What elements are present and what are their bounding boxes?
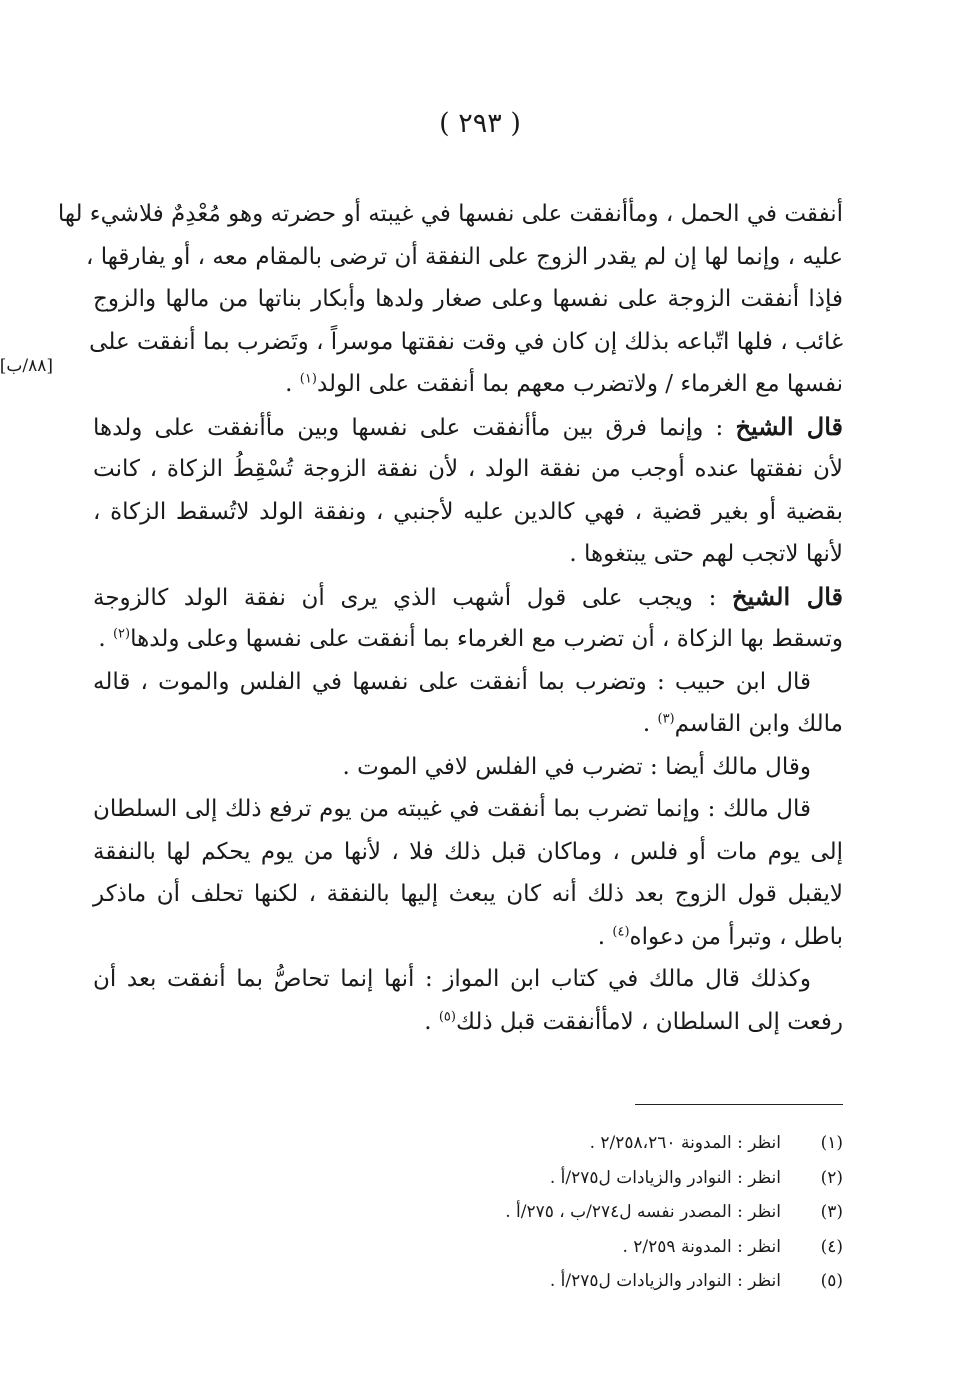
footnote — [93, 1126, 843, 1161]
page-number: ( ٢٩٣ ) — [439, 108, 521, 139]
text-line — [93, 916, 843, 959]
line-text: غائب ، فلها اتّباعه بذلك إن كان في وقت نفقتها موسراً ، وتَضرب بما أنفقت على — [89, 328, 843, 355]
paragraph — [93, 406, 843, 576]
line-tail: . — [424, 1008, 439, 1035]
text-line — [93, 533, 843, 576]
footnote-number: (٢) — [820, 1167, 843, 1188]
line-text: قال ابن حبيب : وتضرب بما أنفقت على نفسها في الفلس والموت ، قاله — [93, 668, 811, 695]
line-text: إلى يوم مات أو فلس ، وماكان قبل ذلك فلا ، لأنها من يوم يحكم لها بالنفقة — [93, 838, 843, 865]
text-line — [93, 491, 843, 534]
footnote — [93, 1230, 843, 1265]
footnote — [93, 1161, 843, 1196]
text-line — [93, 406, 843, 449]
line-text: أنفقت في الحمل ، ومأأنفقت على نفسها في غيبته أو حضرته وهو مُعْدِمٌ فلاشيء لها — [57, 201, 843, 227]
text-line — [93, 1001, 843, 1044]
line-text: : ويجب على قول أشهب الذي يرى أن نفقة الولد كالزوجة — [93, 584, 732, 611]
line-text: باطل ، وتبرأ من دعواه — [629, 923, 843, 950]
text-line — [93, 278, 843, 321]
line-tail: . — [98, 626, 113, 652]
line-text: مالك وابن القاسم — [674, 711, 843, 737]
line-text: وتسقط بها الزكاة ، أن تضرب مع الغرماء بما أنفقت على نفسها وعلى ولدها — [130, 626, 843, 652]
footnotes — [93, 1126, 843, 1299]
footnote-text: انظر : المصدر نفسه ل٢٧٤/ب ، ٢٧٥/أ . — [505, 1202, 781, 1222]
line-text: فإذا أنفقت الزوجة على نفسها وعلى صغار ولدها وأبكار بناتها من مالها والزوج — [93, 286, 843, 312]
line-tail: . — [597, 923, 613, 950]
line-tail: . — [285, 371, 300, 397]
paragraph — [93, 788, 843, 958]
speaker-heading: قال الشيخ — [735, 411, 843, 441]
line-text: قال مالك : وإنما تضرب بما أنفقت في غيبته من يوم ترفع ذلك إلى السلطان — [93, 796, 811, 822]
speaker-heading: قال الشيخ — [731, 581, 843, 611]
text-line — [93, 746, 843, 789]
paragraph — [57, 193, 843, 406]
footnote-ref: (١) — [299, 371, 317, 387]
text-line — [89, 321, 843, 364]
footnote-number: (٤) — [820, 1236, 843, 1257]
text-line — [93, 448, 843, 491]
line-text: رفعت إلى السلطان ، لامأأنفقت قبل ذلك — [455, 1008, 843, 1035]
text-line — [93, 661, 843, 704]
line-text: وكذلك قال مالك في كتاب ابن المواز : أنها إنما تحاصُّ بما أنفقت بعد أن — [93, 966, 811, 992]
text-line — [93, 576, 843, 619]
footnote-text: انظر : النوادر والزيادات ل٢٧٥/أ . — [549, 1167, 781, 1188]
text-line — [93, 788, 843, 831]
line-text: وقال مالك أيضا : تضرب في الفلس لافي الموت . — [342, 753, 811, 780]
paragraph — [93, 661, 843, 746]
line-text: : وإنما فرق بين مأأنفقت على نفسها وبين مأأنفقت على ولدها — [93, 414, 736, 441]
line-text: لأن نفقتها عنده أوجب من نفقة الولد ، لأن نفقة الزوجة تُسْقِطُ الزكاة ، كانت — [93, 456, 843, 482]
footnote-text: انظر : المدونة ٢/٢٥٩ . — [622, 1236, 781, 1257]
line-text: عليه ، وإنما لها إن لم يقدر الزوج على النفقة أن ترضى بالمقام معه ، أو يفارقها ، — [86, 243, 843, 270]
footnote-separator — [635, 1104, 843, 1105]
text-line — [86, 236, 843, 279]
footnote-ref: (٥) — [438, 1008, 456, 1024]
text-line — [93, 363, 843, 406]
footnote-ref: (٤) — [612, 923, 630, 939]
footnote-text: انظر : النوادر والزيادات ل٢٧٥/أ . — [549, 1271, 781, 1291]
footnote-ref: (٢) — [112, 626, 131, 642]
text-line — [57, 193, 843, 236]
margin-folio-note: [٨٨/ب] — [0, 356, 53, 376]
line-text: بقضية أو بغير قضية ، فهي كالدين عليه لأجنبي ، ونفقة الولد لاتُسقط الزكاة ، — [93, 498, 843, 525]
line-text: لايقبل قول الزوج بعد ذلك أنه كان يبعث إليها بالنفقة ، لكنها تحلف أن ماذكر — [93, 881, 843, 907]
line-tail: . — [642, 711, 658, 737]
text-line — [93, 703, 843, 746]
line-text: لأنها لاتجب لهم حتى يبتغوها . — [569, 541, 843, 567]
footnote-number: (٥) — [820, 1271, 843, 1291]
footnote — [93, 1195, 843, 1230]
text-line — [93, 873, 843, 916]
footnote-number: (١) — [820, 1133, 843, 1153]
footnote — [93, 1264, 843, 1299]
paragraph — [93, 576, 843, 661]
paragraph — [93, 746, 843, 789]
main-text — [57, 193, 843, 1043]
text-line — [93, 831, 843, 874]
line-text: نفسها مع الغرماء / ولاتضرب معهم بما أنفقت على الولد — [316, 371, 843, 397]
text-line — [93, 958, 843, 1001]
paragraph — [93, 958, 843, 1043]
footnote-number: (٣) — [820, 1202, 843, 1222]
text-line — [93, 618, 843, 661]
footnote-text: انظر : المدونة ٢/٢٥٨،٢٦٠ . — [589, 1133, 781, 1153]
footnote-ref: (٣) — [657, 711, 675, 727]
